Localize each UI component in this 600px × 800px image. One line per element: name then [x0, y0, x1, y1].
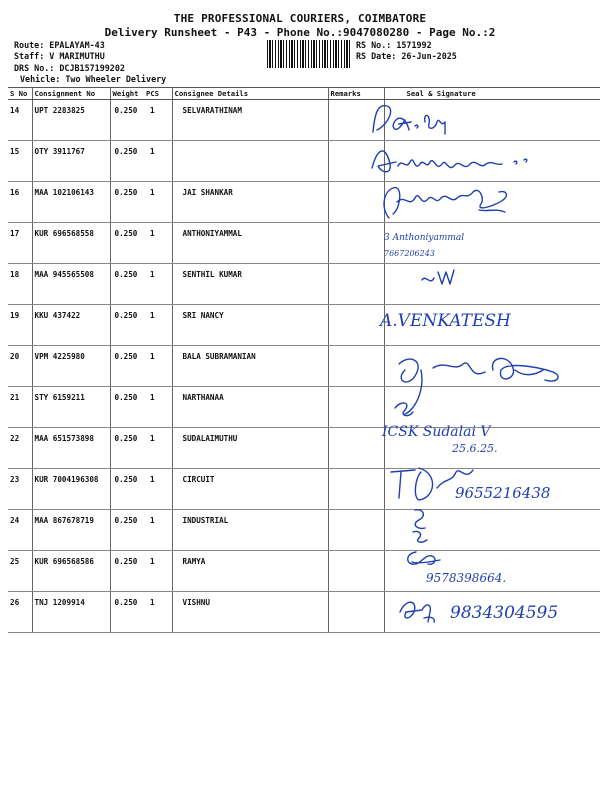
cell-consignment: MAA 651573898: [32, 428, 110, 469]
cell-sno: 19: [8, 305, 32, 346]
barcode-image: [267, 40, 351, 68]
drs-number: DRS No.: DCJB157199202: [14, 63, 125, 73]
cell-consignee: SRI NANCY: [172, 305, 328, 346]
cell-sno: 26: [8, 592, 32, 633]
rs-number: RS No.: 1571992: [356, 40, 432, 50]
cell-weight: 0.250: [110, 141, 144, 182]
row22-handwriting: ICSK Sudalai V: [382, 424, 491, 440]
cell-weight: 0.250: [110, 428, 144, 469]
cell-weight: 0.250: [110, 264, 144, 305]
signature-row17: [382, 226, 502, 266]
cell-remarks: [328, 428, 384, 469]
cell-pcs: 1: [144, 264, 172, 305]
cell-pcs: 1: [144, 141, 172, 182]
signature-row19: [378, 304, 528, 338]
cell-consignment: STY 6159211: [32, 387, 110, 428]
row26-handwriting: 9834304595: [450, 603, 559, 623]
cell-sno: 20: [8, 346, 32, 387]
col-seal-signature: Seal & Signature: [384, 88, 600, 100]
cell-consignment: KKU 437422: [32, 305, 110, 346]
cell-sno: 14: [8, 100, 32, 141]
route-label: Route: EPALAYAM-43: [14, 40, 105, 50]
cell-consignee: RAMYA: [172, 551, 328, 592]
signature-row22: [380, 418, 540, 462]
cell-pcs: 1: [144, 182, 172, 223]
cell-pcs: 1: [144, 346, 172, 387]
cell-sno: 22: [8, 428, 32, 469]
cell-pcs: 1: [144, 551, 172, 592]
cell-pcs: 1: [144, 305, 172, 346]
cell-consignment: KUR 696568586: [32, 551, 110, 592]
row25-handwriting: 9578398664.: [426, 571, 507, 585]
col-consignee: Consignee Details: [172, 88, 328, 100]
cell-sno: 18: [8, 264, 32, 305]
cell-remarks: [328, 592, 384, 633]
signature-row25: [398, 544, 548, 592]
cell-consignee: [172, 141, 328, 182]
cell-pcs: 1: [144, 510, 172, 551]
signature-row23: [385, 458, 565, 512]
cell-consignee: SUDALAIMUTHU: [172, 428, 328, 469]
cell-weight: 0.250: [110, 551, 144, 592]
cell-sno: 15: [8, 141, 32, 182]
col-remarks: Remarks: [328, 88, 384, 100]
table-row: [8, 100, 600, 141]
cell-remarks: [328, 469, 384, 510]
cell-consignee: ANTHONIYAMMAL: [172, 223, 328, 264]
cell-sno: 24: [8, 510, 32, 551]
cell-consignee: SENTHIL KUMAR: [172, 264, 328, 305]
signature-row18: [418, 266, 468, 294]
cell-sno: 16: [8, 182, 32, 223]
cell-weight: 0.250: [110, 223, 144, 264]
cell-consignee: CIRCUIT: [172, 469, 328, 510]
rs-date: RS Date: 26-Jun-2025: [356, 51, 457, 61]
table-header-row: [8, 88, 600, 100]
cell-sno: 21: [8, 387, 32, 428]
cell-pcs: 1: [144, 387, 172, 428]
company-title: THE PROFESSIONAL COURIERS, COIMBATORE: [173, 12, 427, 25]
cell-consignment: MAA 945565508: [32, 264, 110, 305]
vehicle-label: Vehicle: Two Wheeler Delivery: [20, 74, 167, 84]
signature-row16: [375, 178, 525, 232]
cell-seal-signature: [384, 264, 600, 305]
cell-weight: 0.250: [110, 510, 144, 551]
col-pcs: PCS: [144, 88, 172, 100]
svg-text:7667206243: 7667206243: [384, 249, 435, 258]
row17-handwriting-name: 3 Anthoniyammal: [384, 233, 465, 243]
table-row: [8, 264, 600, 305]
cell-sno: 23: [8, 469, 32, 510]
signature-row14: [365, 100, 475, 144]
cell-pcs: 1: [144, 469, 172, 510]
cell-weight: 0.250: [110, 346, 144, 387]
cell-consignment: TNJ 1209914: [32, 592, 110, 633]
cell-consignee: JAI SHANKAR: [172, 182, 328, 223]
cell-remarks: [328, 387, 384, 428]
cell-consignment: MAA 867678719: [32, 510, 110, 551]
cell-consignee: BALA SUBRAMANIAN: [172, 346, 328, 387]
cell-remarks: [328, 510, 384, 551]
cell-weight: 0.250: [110, 100, 144, 141]
cell-remarks: [328, 346, 384, 387]
cell-consignee: NARTHANAA: [172, 387, 328, 428]
svg-text:25.6.25.: 25.6.25.: [452, 442, 498, 455]
cell-weight: 0.250: [110, 182, 144, 223]
cell-weight: 0.250: [110, 469, 144, 510]
cell-consignment: KUR 696568558: [32, 223, 110, 264]
cell-remarks: [328, 264, 384, 305]
signature-row20: [385, 350, 585, 424]
row19-handwriting: A.VENKATESH: [380, 311, 511, 331]
cell-weight: 0.250: [110, 387, 144, 428]
cell-sno: 17: [8, 223, 32, 264]
cell-consignee: SELVARATHINAM: [172, 100, 328, 141]
cell-pcs: 1: [144, 100, 172, 141]
col-sno: S No: [8, 88, 32, 100]
runsheet-subtitle: Delivery Runsheet - P43 - Phone No.:9047080280 - Page No.:2: [104, 26, 496, 39]
cell-consignee: INDUSTRIAL: [172, 510, 328, 551]
cell-weight: 0.250: [110, 592, 144, 633]
cell-consignment: UPT 2283825: [32, 100, 110, 141]
cell-consignment: MAA 102106143: [32, 182, 110, 223]
cell-pcs: 1: [144, 592, 172, 633]
cell-consignment: KUR 7004196308: [32, 469, 110, 510]
cell-pcs: 1: [144, 223, 172, 264]
cell-pcs: 1: [144, 428, 172, 469]
col-weight: Weight: [110, 88, 144, 100]
cell-remarks: [328, 551, 384, 592]
cell-consignment: VPM 4225980: [32, 346, 110, 387]
staff-label: Staff: V MARIMUTHU: [14, 51, 105, 61]
row23-handwriting: 9655216438: [455, 484, 551, 502]
cell-sno: 25: [8, 551, 32, 592]
signature-row26: [396, 590, 596, 634]
cell-consignee: VISHNU: [172, 592, 328, 633]
col-consignment: Consignment No: [32, 88, 110, 100]
cell-weight: 0.250: [110, 305, 144, 346]
cell-consignment: OTY 3911767: [32, 141, 110, 182]
cell-remarks: [328, 305, 384, 346]
